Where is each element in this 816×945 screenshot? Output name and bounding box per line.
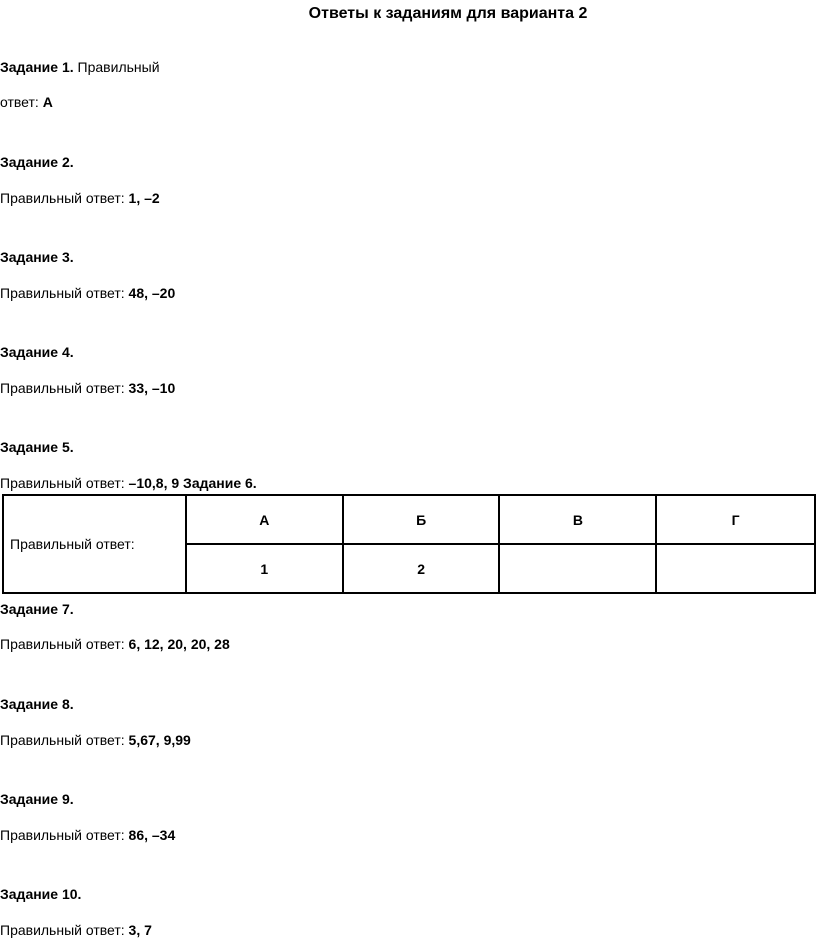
task-1-answer: А	[42, 94, 53, 110]
task-9-answer: 86, –34	[128, 827, 176, 843]
table-header-b: Б	[343, 495, 500, 544]
page-title: Ответы к заданиям для варианта 2	[308, 5, 588, 22]
task-3-answer: 48, –20	[128, 285, 176, 301]
task-2-answer: 1, –2	[128, 190, 160, 206]
table-value-v	[499, 544, 656, 593]
task-5-answer: –10,8, 9	[128, 475, 180, 491]
task-2-answer-line	[0, 189, 160, 207]
answer-prefix: Правильный ответ:	[0, 827, 125, 843]
task-3-answer-line	[0, 284, 175, 302]
table-label: Правильный ответ:	[3, 495, 186, 593]
table-value-a: 1	[186, 544, 343, 593]
answer-prefix: Правильный ответ:	[0, 636, 125, 652]
task-7-heading: Задание 7.	[0, 601, 74, 617]
task-8-answer: 5,67, 9,99	[128, 732, 191, 748]
answer-prefix: Правильный ответ:	[0, 922, 125, 938]
task-6-heading: Задание 6.	[183, 475, 257, 491]
task-8-answer-line	[0, 731, 191, 749]
answer-prefix: Правильный ответ:	[0, 380, 125, 396]
task-1-answer-line	[0, 93, 53, 111]
answer-prefix: Правильный ответ:	[0, 190, 125, 206]
table-header-g: Г	[656, 495, 815, 544]
task-10-answer-line	[0, 921, 152, 939]
task-1-prefix: Правильный	[77, 59, 160, 75]
task-5-answer-line	[0, 474, 257, 492]
task-9-heading: Задание 9.	[0, 791, 74, 807]
task-9-answer-line	[0, 826, 175, 844]
task-4-answer: 33, –10	[128, 380, 176, 396]
task-10-heading: Задание 10.	[0, 886, 82, 902]
table-header-a: А	[186, 495, 343, 544]
task-1-line	[0, 58, 160, 76]
task-7-answer: 6, 12, 20, 20, 28	[128, 636, 230, 652]
answer-prefix: Правильный ответ:	[0, 285, 125, 301]
answer-prefix: Правильный ответ:	[0, 732, 125, 748]
task-3-heading: Задание 3.	[0, 249, 74, 265]
table-header-v: В	[499, 495, 656, 544]
table-row	[3, 495, 815, 544]
table-value-g	[656, 544, 815, 593]
table-value-b: 2	[343, 544, 500, 593]
task-5-heading: Задание 5.	[0, 439, 74, 455]
task-1-heading: Задание 1.	[0, 59, 74, 75]
task-10-answer: 3, 7	[128, 922, 152, 938]
task-2-heading: Задание 2.	[0, 154, 74, 170]
task-1-prefix-2: ответ:	[0, 94, 39, 110]
task-4-answer-line	[0, 379, 175, 397]
answer-prefix: Правильный ответ:	[0, 475, 125, 491]
task-8-heading: Задание 8.	[0, 696, 74, 712]
task-7-answer-line	[0, 635, 230, 653]
task-6-answer-table	[2, 494, 816, 594]
task-4-heading: Задание 4.	[0, 344, 74, 360]
